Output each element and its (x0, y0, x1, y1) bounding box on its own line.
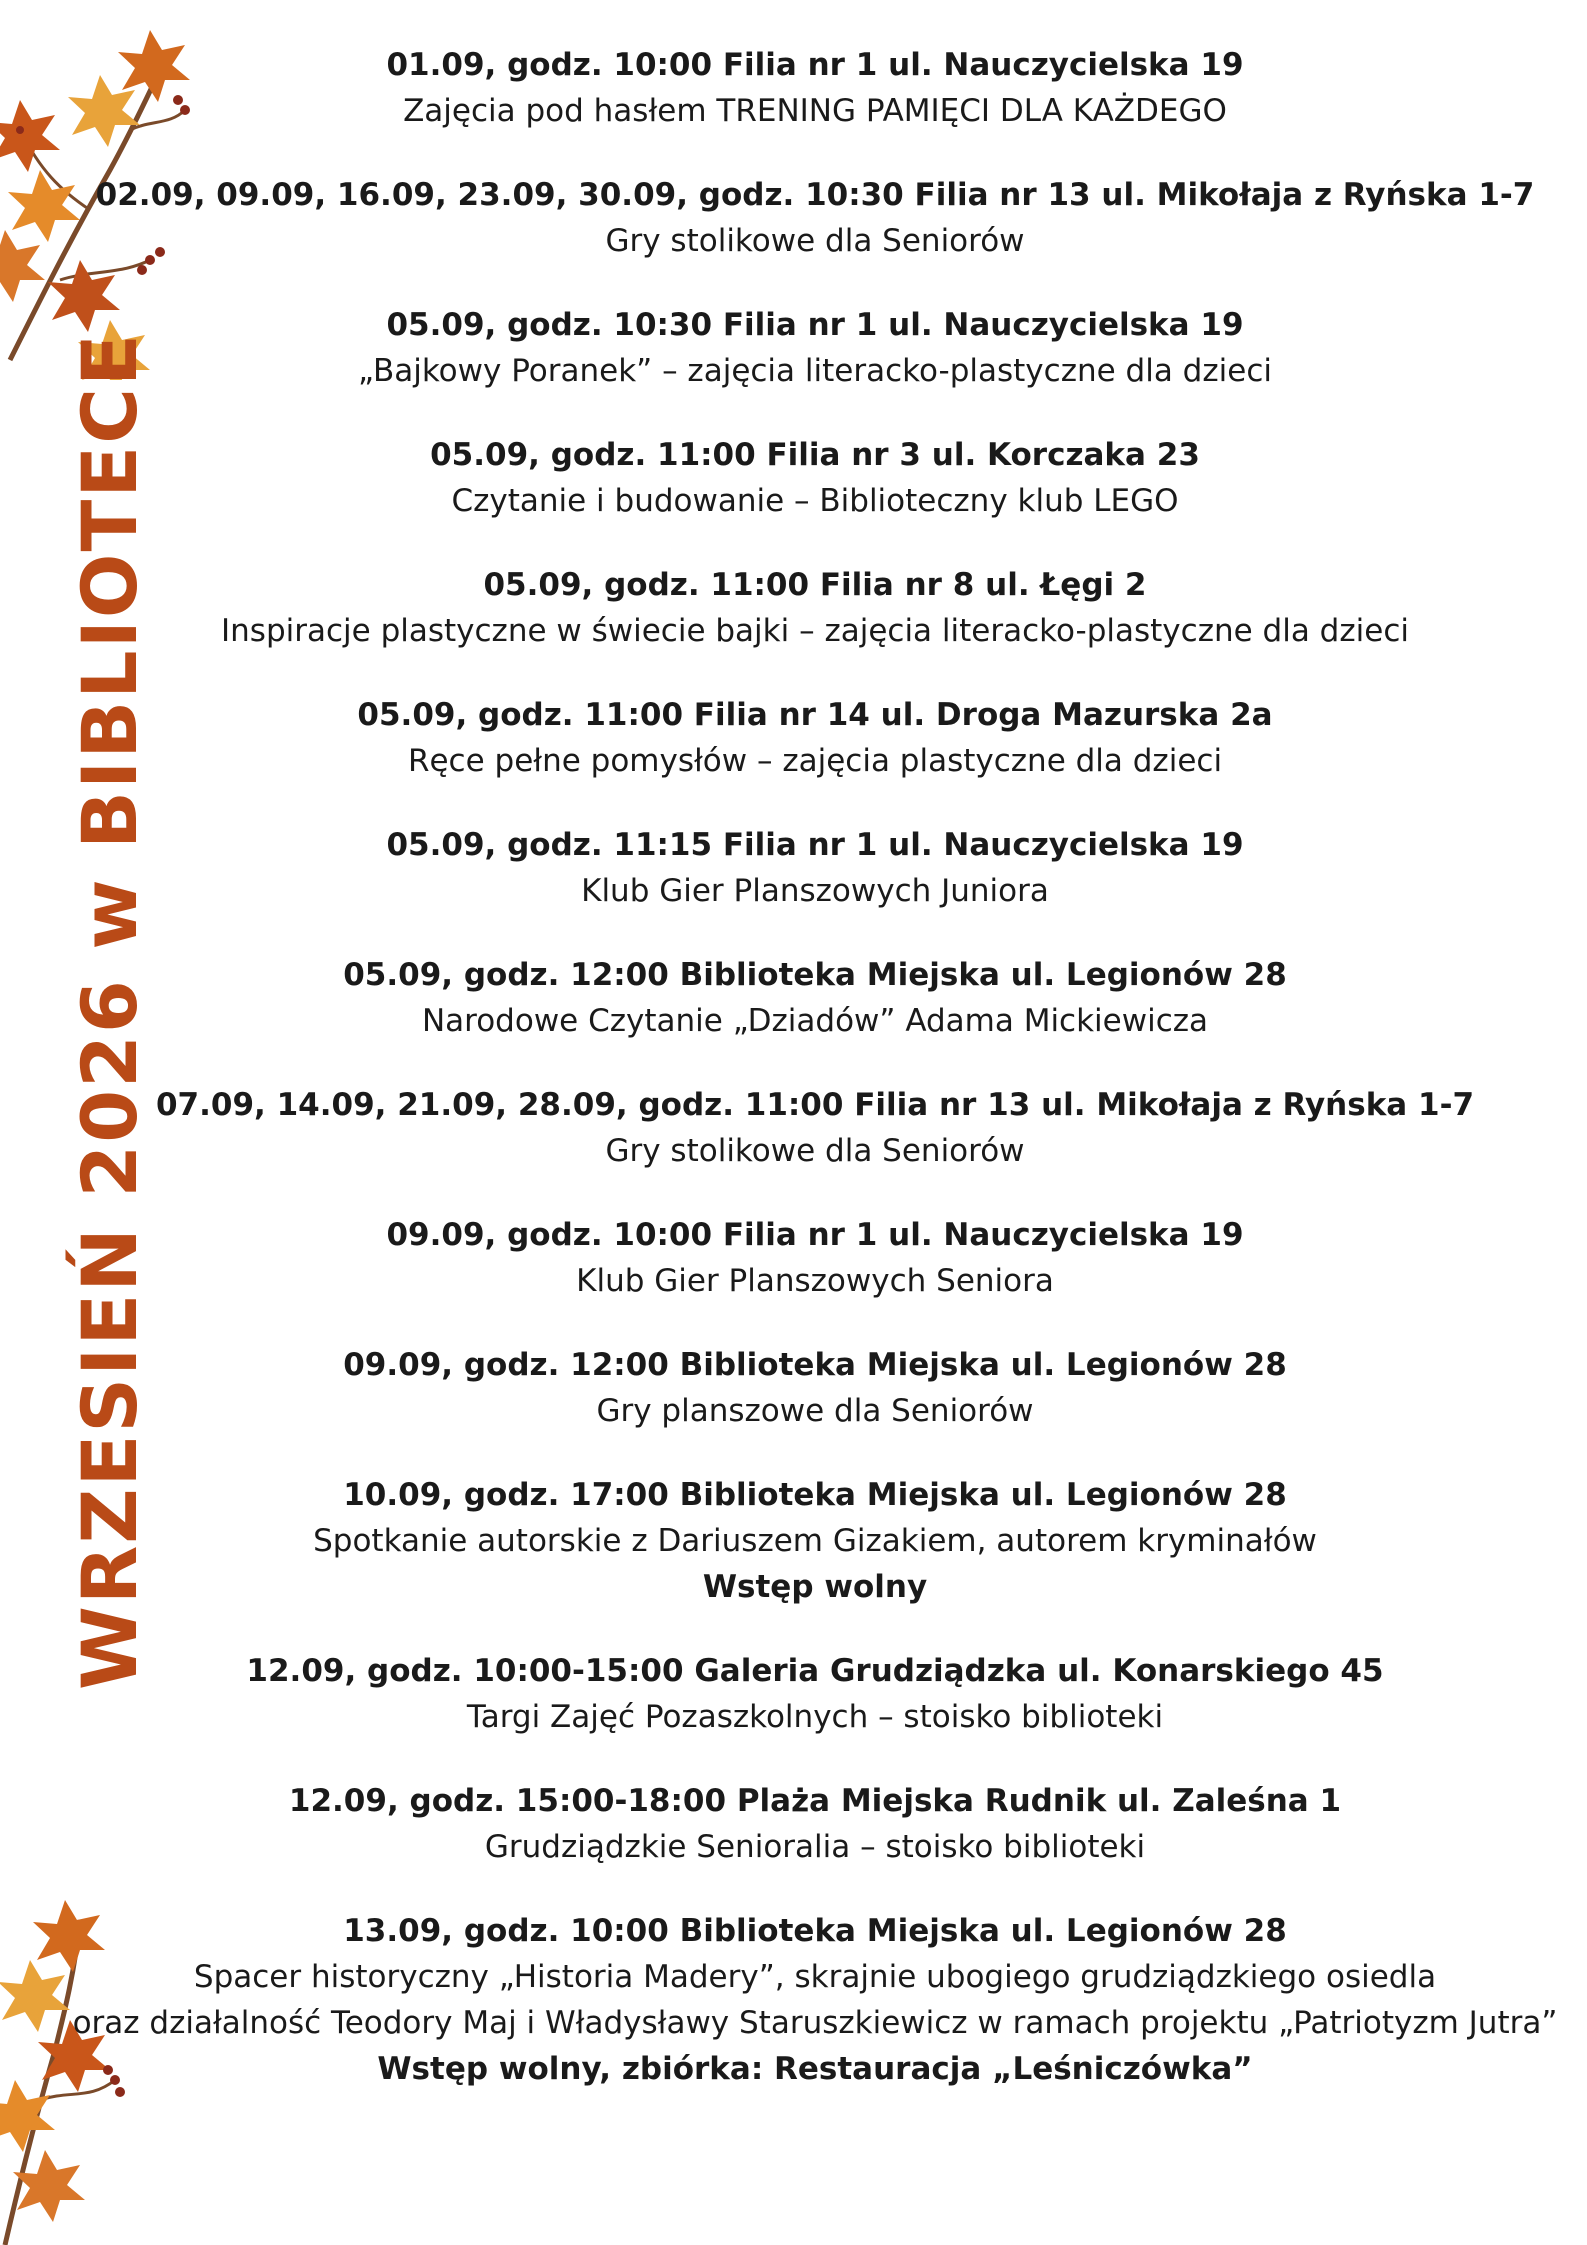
event-date-location: 05.09, godz. 10:30 Filia nr 1 ul. Nauczycielska 19 (386, 307, 1244, 343)
event-item (60, 302, 1570, 394)
event-item (60, 692, 1570, 784)
event-description: „Bajkowy Poranek” – zajęcia literacko-plastyczne dla dzieci (358, 353, 1272, 389)
event-description: Klub Gier Planszowych Juniora (581, 873, 1049, 909)
event-date-location: 12.09, godz. 10:00-15:00 Galeria Grudziądzka ul. Konarskiego 45 (246, 1653, 1384, 1689)
event-item (60, 1082, 1570, 1174)
event-item (60, 562, 1570, 654)
event-item (60, 1908, 1570, 2092)
event-item (60, 1342, 1570, 1434)
event-date-location: 02.09, 09.09, 16.09, 23.09, 30.09, godz. 10:30 Filia nr 13 ul. Mikołaja z Ryńska 1-7 (95, 177, 1535, 213)
event-item (60, 822, 1570, 914)
event-date-location: 05.09, godz. 11:00 Filia nr 14 ul. Droga Mazurska 2a (357, 697, 1273, 733)
event-description: Inspiracje plastyczne w świecie bajki – zajęcia literacko-plastyczne dla dzieci (221, 613, 1409, 649)
event-date-location: 09.09, godz. 10:00 Filia nr 1 ul. Nauczycielska 19 (386, 1217, 1244, 1253)
event-item (60, 1472, 1570, 1610)
event-item (60, 432, 1570, 524)
event-date-location: 10.09, godz. 17:00 Biblioteka Miejska ul. Legionów 28 (343, 1477, 1287, 1513)
event-item (60, 1778, 1570, 1870)
event-description: Zajęcia pod hasłem TRENING PAMIĘCI DLA KAŻDEGO (403, 93, 1227, 129)
event-description: Grudziądzkie Senioralia – stoisko biblioteki (484, 1829, 1146, 1865)
event-description: Spacer historyczny „Historia Madery”, skrajnie ubogiego grudziądzkiego osiedla (193, 1959, 1437, 1995)
event-date-location: 05.09, godz. 11:00 Filia nr 8 ul. Łęgi 2 (483, 567, 1147, 603)
event-date-location: 07.09, 14.09, 21.09, 28.09, godz. 11:00 Filia nr 13 ul. Mikołaja z Ryńska 1-7 (155, 1087, 1475, 1123)
event-note: Wstęp wolny (702, 1569, 928, 1605)
page-title: WRZESIEŃ 2026 w BIBLIOTECE (65, 332, 154, 1690)
event-description: Spotkanie autorskie z Dariuszem Gizakiem, autorem kryminałów (313, 1523, 1317, 1559)
event-description: Gry stolikowe dla Seniorów (605, 1133, 1025, 1169)
event-date-location: 05.09, godz. 11:15 Filia nr 1 ul. Nauczycielska 19 (386, 827, 1244, 863)
event-date-location: 05.09, godz. 11:00 Filia nr 3 ul. Korczaka 23 (430, 437, 1200, 473)
event-description: Targi Zajęć Pozaszkolnych – stoisko biblioteki (466, 1699, 1164, 1735)
event-date-location: 13.09, godz. 10:00 Biblioteka Miejska ul. Legionów 28 (343, 1913, 1287, 1949)
event-date-location: 12.09, godz. 15:00-18:00 Plaża Miejska Rudnik ul. Zaleśna 1 (288, 1783, 1342, 1819)
event-description: Ręce pełne pomysłów – zajęcia plastyczne dla dzieci (407, 743, 1223, 779)
event-item (60, 952, 1570, 1044)
event-description: Czytanie i budowanie – Biblioteczny klub LEGO (451, 483, 1179, 519)
event-description: Gry planszowe dla Seniorów (596, 1393, 1034, 1429)
event-description: Narodowe Czytanie „Dziadów” Adama Mickiewicza (421, 1003, 1209, 1039)
event-item (60, 1648, 1570, 1740)
event-date-location: 01.09, godz. 10:00 Filia nr 1 ul. Nauczycielska 19 (386, 47, 1244, 83)
event-item (60, 42, 1570, 134)
event-list (60, 42, 1570, 2130)
event-description: Gry stolikowe dla Seniorów (605, 223, 1025, 259)
event-note: Wstęp wolny, zbiórka: Restauracja „Leśniczówka” (377, 2051, 1253, 2087)
event-description: oraz działalność Teodory Maj i Władysławy Staruszkiewicz w ramach projektu „Patriotyzm Jutra” (72, 2005, 1558, 2041)
event-item (60, 1212, 1570, 1304)
event-description: Klub Gier Planszowych Seniora (576, 1263, 1054, 1299)
event-date-location: 09.09, godz. 12:00 Biblioteka Miejska ul. Legionów 28 (343, 1347, 1287, 1383)
event-date-location: 05.09, godz. 12:00 Biblioteka Miejska ul. Legionów 28 (343, 957, 1287, 993)
event-item (60, 172, 1570, 264)
